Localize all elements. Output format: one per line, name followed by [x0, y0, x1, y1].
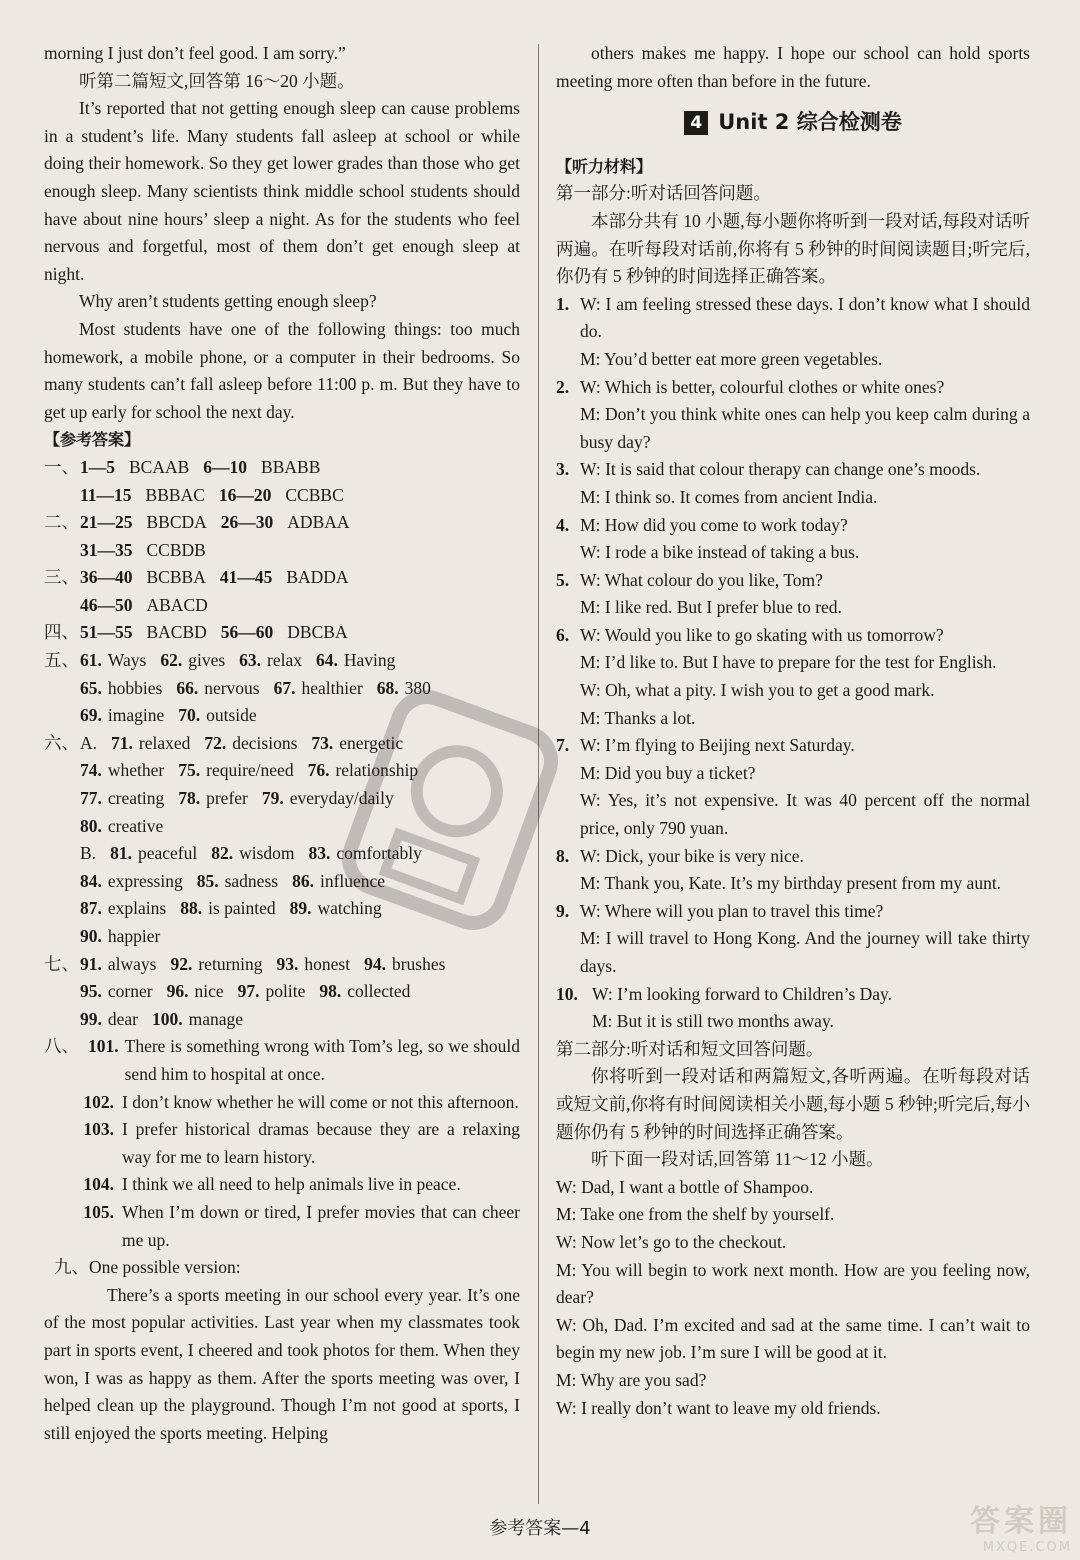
answer-row: B. 81. peaceful 82. wisdom 83. comfortably [80, 843, 422, 864]
dialog-item: 3. W: It is said that colour therapy can change one’s moods. M: I think so. It comes from ancient India. [556, 459, 981, 507]
answer-row: 31—35 CCBDB [80, 539, 206, 560]
answer-row: 46—50 ABACD [80, 594, 208, 615]
sentence-item: 102. I don’t know whether he will come or not this afternoon. [83, 1091, 519, 1112]
conversation-line: M: Take one from the shelf by yourself. [556, 1204, 835, 1225]
answer-row: 三、 36—40 BCBBA 41—45 BADDA [44, 567, 349, 588]
answer-row: 95. corner 96. nice 97. polite 98. collected [80, 981, 411, 1002]
listening-header: 【听力材料】 [556, 156, 653, 176]
answer-row: 五、 61. Ways 62. gives 63. relax 64. Having [44, 650, 396, 671]
dialog-item: 1. W: I am feeling stressed these days. I don’t know what I should do. M: You’d better eat more green vegetables. [556, 293, 1030, 369]
part-heading: 第一部分:听对话回答问题。 [556, 183, 771, 204]
logo-text: 答案圈 [970, 1504, 1072, 1539]
sentence-item: 103. I prefer historical dramas because they are a relaxing way for me to learn history. [83, 1119, 520, 1167]
essay-continuation: others makes me happy. I hope our school can hold sports meeting more often than before in the future. [556, 43, 1030, 91]
dialog-item: 6. W: Would you like to go skating with us tomorrow? M: I’d like to. But I have to prepare for the test for English. W: Oh, what a pity. I wish you to get a good mark. M: Thanks a lot. [556, 624, 997, 728]
answers-header: 【参考答案】 [44, 430, 141, 450]
dialog-item: 2. W: Which is better, colourful clothes or white ones? M: Don’t you think white ones can help you keep calm during a busy day? [556, 376, 1030, 452]
answer-row: 11—15 BBBAC 16—20 CCBBC [80, 484, 344, 505]
dialog-item: 7. W: I’m flying to Beijing next Saturday. M: Did you buy a ticket? W: Yes, it’s not expensive. It was 40 percent off the normal price, only 790 yuan. [556, 735, 1030, 839]
section-number-badge: 4 [684, 111, 708, 135]
answer-row: 87. explains 88. is painted 89. watching [80, 898, 382, 919]
part-description: 本部分共有 10 小题,每小题你将听到一段对话,每段对话听两遍。在听每段对话前,你将有 5 秒钟的时间阅读题目;听完后,你仍有 5 秒钟的时间选择正确答案。 [556, 210, 1030, 287]
answer-row: 七、 91. always 92. returning 93. honest 94. brushes [44, 953, 446, 974]
part-instruction: 听下面一段对话,回答第 11～12 小题。 [591, 1149, 884, 1170]
dialog-item: 9. W: Where will you plan to travel this time? M: I will travel to Hong Kong. And the journey will take thirty days. [556, 900, 1030, 976]
answer-row: 84. expressing 85. sadness 86. influence [80, 870, 386, 891]
answer-row: 65. hobbies 66. nervous 67. healthier 68. 380 [80, 677, 431, 698]
part-description: 你将听到一段对话和两篇短文,各听两遍。在听每段对话或短文前,你将有时间阅读相关小题,每小题 5 秒钟;听完后,每小题你仍有 5 秒钟的时间选择正确答案。 [556, 1066, 1030, 1142]
dialog-item: 4. M: How did you come to work today? W: I rode a bike instead of taking a bus. [556, 514, 860, 563]
conversation-line: W: Now let’s go to the checkout. [556, 1231, 787, 1252]
sentence-item: 104. I think we all need to help animals live in peace. [83, 1174, 461, 1195]
left-column [44, 40, 520, 1447]
answer-row: 80. creative [80, 815, 164, 836]
passage-paragraph: It’s reported that not getting enough sleep can cause problems in a student’s life. Many students fall asleep at school or while doing their homework. So they get lower grades than those who get enough sleep. Many scientists think middle school students should have about nine hours’ sleep a night. As for the students who feel nervous and forgetful, most of them don’t get enough sleep at night. [44, 98, 520, 284]
conversation-line: W: I really don’t want to leave my old friends. [556, 1397, 881, 1418]
sentence-item: 八、 101. There is something wrong with Tom’s leg, so we should send him to hospital at once. [44, 1036, 520, 1084]
section-title-text: Unit 2 综合检测卷 [718, 110, 902, 135]
dialog-item: 5. W: What colour do you like, Tom? M: I like red. But I prefer blue to red. [556, 569, 842, 618]
answer-row: 一、 1—5 BCAAB 6—10 BBABB [44, 456, 321, 477]
dialog-item: 10. W: I’m looking forward to Children’s Day. M: But it is still two months away. [556, 983, 893, 1032]
column-divider [538, 44, 539, 1504]
conversation-line: M: You will begin to work next month. How are you feeling now, dear? [556, 1259, 1030, 1308]
site-logo [902, 1496, 1072, 1556]
part-heading: 第二部分:听对话和短文回答问题。 [556, 1038, 824, 1059]
essay-text: There’s a sports meeting in our school every year. It’s one of the most popular activities. Last year when my classmates took part in sports event, I cheered and took photos for them. When they won, I was as happy as them. After the sports meeting was over, I helped clean up the playground. Though I’m not good at sports, I still enjoyed the sports meeting. Helping [44, 1284, 520, 1443]
section-title [556, 109, 1030, 137]
passage-instruction: 听第二篇短文,回答第 16～20 小题。 [79, 70, 355, 91]
answer-row: 四、 51—55 BACBD 56—60 DBCBA [44, 622, 348, 643]
answer-row: 77. creating 78. prefer 79. everyday/daily [80, 788, 394, 809]
right-column [556, 40, 1030, 1422]
answer-row: 69. imagine 70. outside [80, 705, 257, 726]
essay-label: 九、One possible version: [54, 1257, 241, 1278]
answer-row: 90. happier [80, 926, 161, 946]
answer-row: 74. whether 75. require/need 76. relationship [80, 760, 419, 781]
conversation-line: W: Oh, Dad. I’m excited and sad at the same time. I can’t wait to begin my new job. I’m sure I will be good at it. [556, 1314, 1030, 1363]
conversation-line: M: Why are you sad? [556, 1369, 707, 1390]
passage-paragraph: Most students have one of the following things: too much homework, a mobile phone, or a computer in their bedrooms. So many students can’t fall asleep before 11:00 p. m. But they have to get up early for school the next day. [44, 318, 520, 422]
passage-paragraph: Why aren’t students getting enough sleep? [79, 291, 377, 312]
sentence-item: 105. When I’m down or tired, I prefer movies that can cheer me up. [83, 1201, 520, 1250]
answer-row: 六、 A. 71. relaxed 72. decisions 73. energetic [44, 732, 404, 753]
answer-row: 二、 21—25 BBCDA 26—30 ADBAA [44, 512, 350, 533]
page-footer: 参考答案—4 [489, 1518, 591, 1539]
answer-row: 99. dear 100. manage [80, 1008, 244, 1029]
text-line: morning I just don’t feel good. I am sorry.” [44, 43, 346, 63]
dialog-item: 8. W: Dick, your bike is very nice. M: Thank you, Kate. It’s my birthday present from my aunt. [556, 845, 1002, 894]
logo-url: MXQE.COM [982, 1540, 1072, 1555]
conversation-line: W: Dad, I want a bottle of Shampoo. [556, 1176, 814, 1197]
